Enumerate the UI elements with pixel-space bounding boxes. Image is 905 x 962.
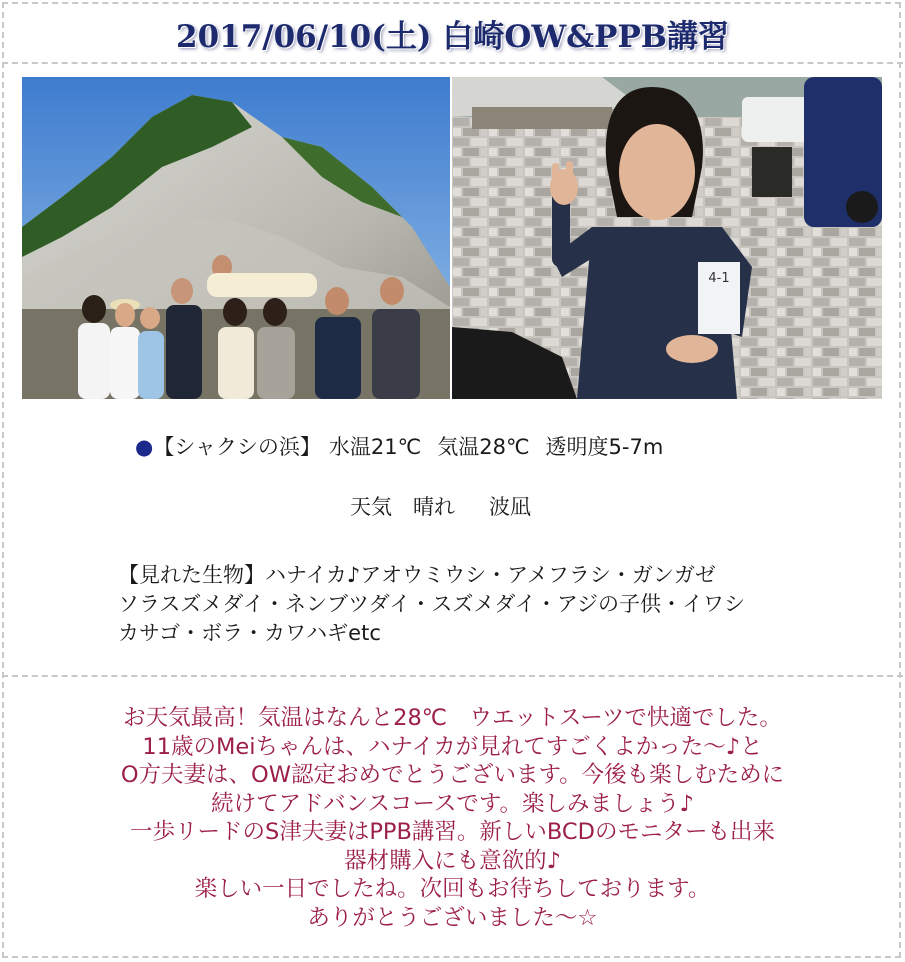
visibility: 透明度5-7m	[545, 435, 664, 459]
water-temp: 水温21℃	[328, 435, 422, 459]
group-photo	[22, 77, 450, 399]
message-line: 楽しい一日でしたね。次回もお待ちしております。	[194, 876, 711, 902]
message-line: O方夫妻は、OW認定おめでとうございます。今後も楽しむために	[120, 762, 785, 788]
creatures-line-2: ソラスズメダイ・ネンブツダイ・スズメダイ・アジの子供・イワシ	[118, 592, 746, 616]
girl-in-wetsuit-peace-sign-icon	[452, 77, 882, 399]
weather-line	[350, 491, 531, 521]
creatures-line-1: 【見れた生物】ハナイカ♪アオウミウシ・アメフラシ・ガンガゼ	[118, 563, 716, 587]
weather: 天気 晴れ	[350, 495, 455, 519]
divider-top	[2, 62, 903, 64]
group-photo-at-white-cliff-icon	[22, 77, 450, 399]
conditions-line	[135, 431, 663, 461]
title-bar	[4, 4, 901, 62]
girl-photo	[452, 77, 882, 399]
message-line: 続けてアドバンスコースです。楽しみましょう♪	[211, 790, 694, 817]
page-title: 2017/06/10(土) 白崎OW&PPB講習	[176, 18, 729, 55]
badge-label: 4-1	[708, 271, 730, 286]
message-line: ありがとうございました～☆	[307, 904, 598, 931]
message-line: お天気最高！気温はなんと28℃ ウエットスーツで快適でした。	[123, 705, 782, 731]
divider-bottom	[2, 675, 903, 677]
message-line: 11歳のMeiちゃんは、ハナイカが見れてすごくよかった～♪と	[142, 733, 763, 760]
air-temp: 気温28℃	[437, 435, 530, 459]
message-line: 器材購入にも意欲的♪	[344, 847, 561, 874]
message-block	[0, 704, 905, 932]
bullet-icon: ●	[135, 435, 154, 459]
waves: 波凪	[489, 495, 531, 519]
location-label: 【シャクシの浜】	[153, 435, 321, 459]
message-line: 一歩リードのS津夫妻はPPB講習。新しいBCDのモニターも出来	[130, 819, 775, 845]
creatures-line-3: カサゴ・ボラ・カワハギetc	[118, 621, 381, 645]
